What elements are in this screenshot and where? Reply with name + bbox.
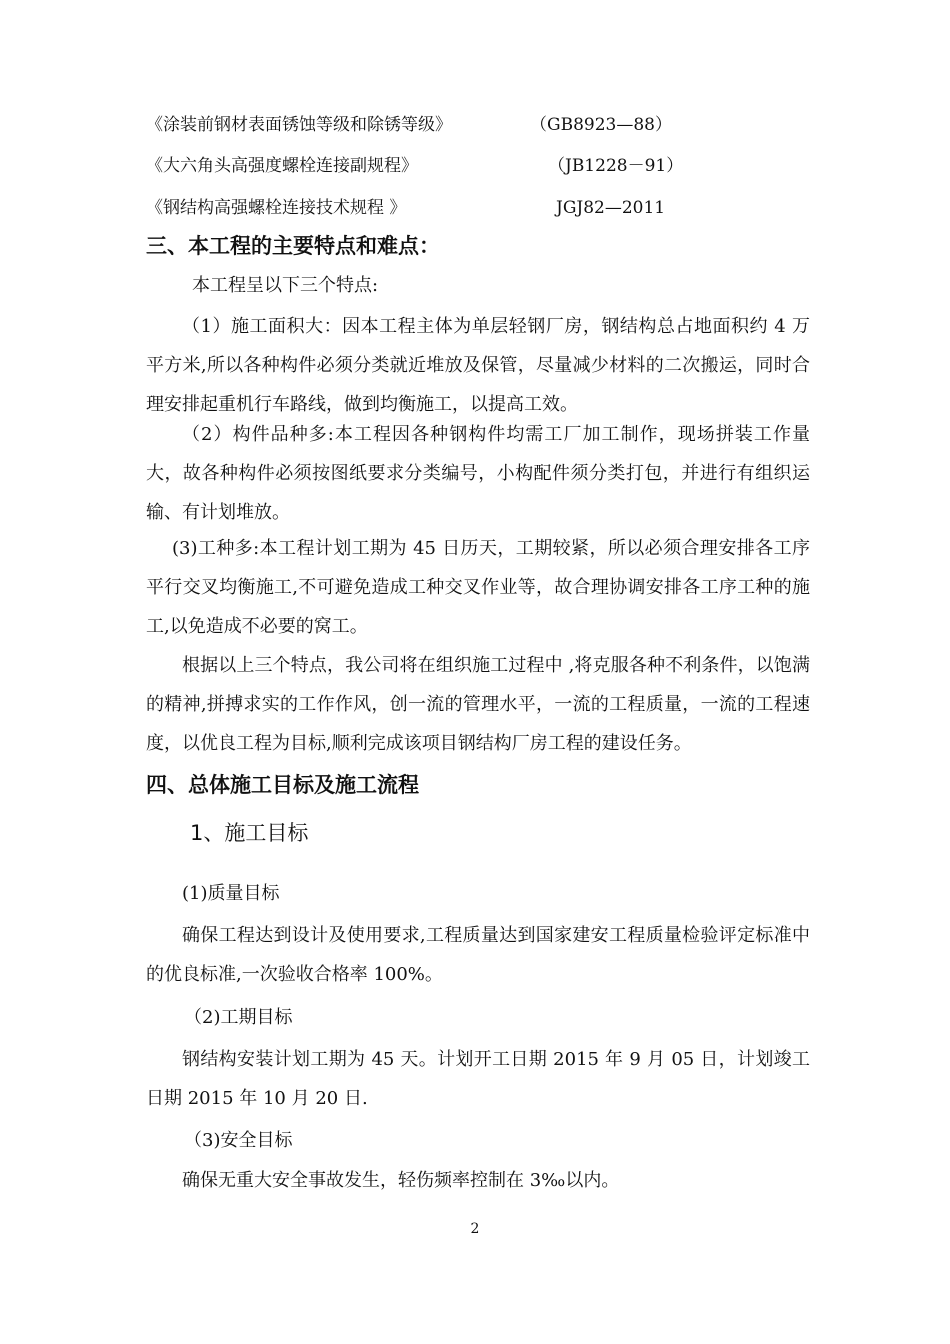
standard-title: 《涂装前钢材表面锈蚀等级和除锈等级》	[146, 115, 452, 135]
section-heading: 四、总体施工目标及施工流程	[146, 773, 419, 797]
section-heading: 三、本工程的主要特点和难点：	[146, 234, 440, 258]
standard-code: JGJ82—2011	[556, 198, 666, 218]
standard-item	[146, 194, 826, 222]
safety-goal-label: （3)安全目标	[184, 1130, 293, 1151]
feature-paragraph-components: （2）构件品种多:本工程因各种钢构件均需工厂加工制作，现场拼装工作量大，故各种构件必须按图纸要求分类编号，小构配件须分类打包，并进行有组织运输、有计划堆放。	[146, 424, 810, 523]
standard-item	[146, 111, 826, 139]
feature-paragraph-trades: (3)工种多:本工程计划工期为 45 日历天，工期较紧，所以必须合理安排各工序平行交叉均衡施工,不可避免造成工种交叉作业等，故合理协调安排各工序工种的施工,以免造成不必要的窝工。	[146, 538, 810, 637]
section-intro: 本工程呈以下三个特点:	[192, 275, 379, 296]
summary-paragraph: 根据以上三个特点，我公司将在组织施工过程中 ,将克服各种不利条件，以饱满的精神,拼搏求实的工作作风，创一流的管理水平，一流的工程质量，一流的工程速度，以优良工程为目标,顺利完成该项目钢结构厂房工程的建设任务。	[146, 655, 810, 754]
quality-goal-label: (1)质量目标	[182, 883, 280, 904]
standard-code: （JB1228－91）	[548, 156, 684, 176]
quality-goal-text: 确保工程达到设计及使用要求,工程质量达到国家建安工程质量检验评定标准中的优良标准,一次验收合格率 100%。	[146, 925, 810, 985]
subsection-heading: 1、施工目标	[190, 821, 309, 845]
feature-paragraph-area: （1）施工面积大：因本工程主体为单层轻钢厂房，钢结构总占地面积约 4 万平方米,所以各种构件必须分类就近堆放及保管，尽量减少材料的二次搬运，同时合理安排起重机行车路线，做到均衡施工，以提高工效。	[146, 316, 810, 415]
schedule-goal-label: （2)工期目标	[184, 1007, 293, 1028]
schedule-goal-text: 钢结构安装计划工期为 45 天。计划开工日期 2015 年 9 月 05 日，计划竣工日期 2015 年 10 月 20 日.	[146, 1049, 810, 1109]
standard-title: 《钢结构高强螺栓连接技术规程 》	[146, 198, 407, 218]
safety-goal-text: 确保无重大安全事故发生，轻伤频率控制在 3‰以内。	[182, 1170, 620, 1191]
page-number: 2	[470, 1221, 480, 1237]
standard-item	[146, 152, 826, 180]
standard-code: （GB8923—88）	[530, 115, 672, 135]
standard-title: 《大六角头高强度螺栓连接副规程》	[146, 156, 418, 176]
